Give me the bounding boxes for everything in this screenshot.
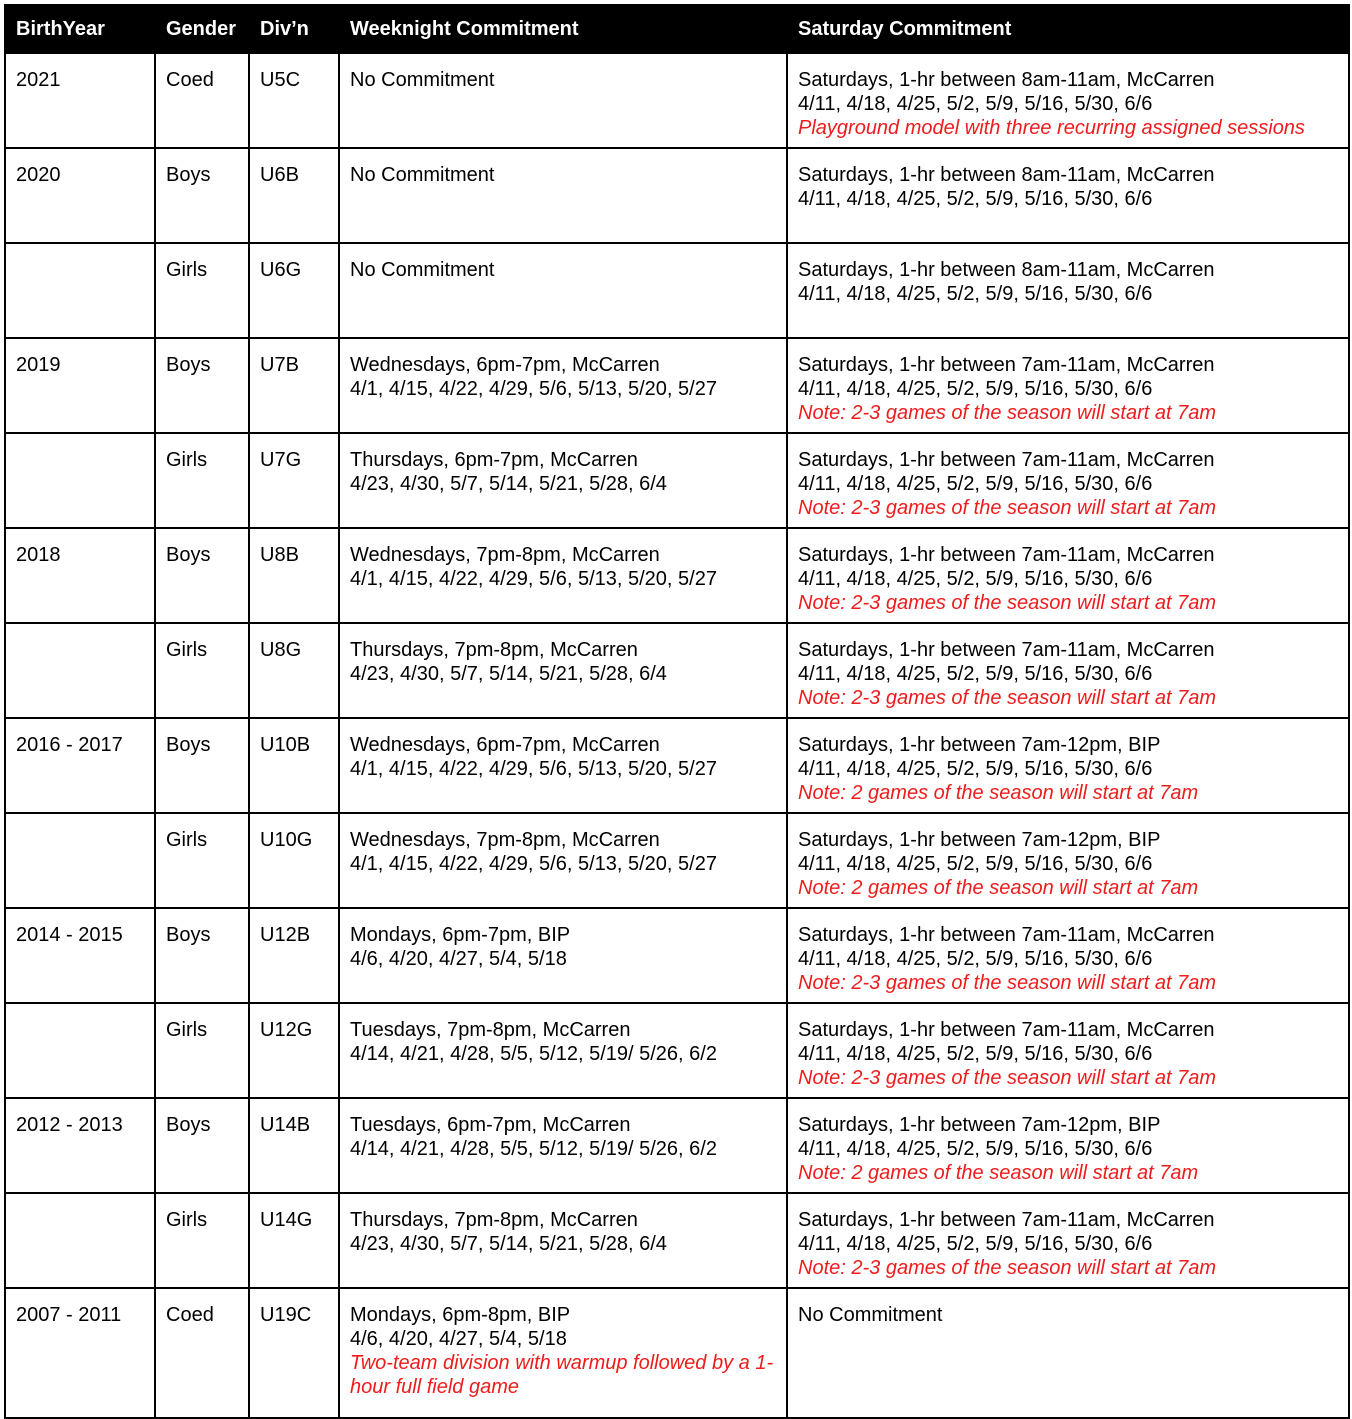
weeknight-cell <box>339 148 787 243</box>
saturday-cell <box>787 148 1349 243</box>
dates-line: 4/14, 4/21, 4/28, 5/5, 5/12, 5/19/ 5/26, 6/2 <box>350 1138 717 1160</box>
schedule-line: Saturdays, 1-hr between 7am-11am, McCarren <box>798 354 1215 376</box>
division-cell: U10G <box>249 813 339 908</box>
dates-line: 4/11, 4/18, 4/25, 5/2, 5/9, 5/16, 5/30, 6/6 <box>798 758 1153 780</box>
table-row <box>5 528 1349 623</box>
schedule-line: Tuesdays, 6pm-7pm, McCarren <box>350 1114 631 1136</box>
weeknight-cell <box>339 528 787 623</box>
dates-line: 4/1, 4/15, 4/22, 4/29, 5/6, 5/13, 5/20, 5/27 <box>350 378 717 400</box>
schedule-sheet <box>4 4 1348 1419</box>
schedule-line: No Commitment <box>798 1304 943 1326</box>
table-row <box>5 718 1349 813</box>
division-cell: U19C <box>249 1288 339 1418</box>
weeknight-cell <box>339 1098 787 1193</box>
table-row <box>5 148 1349 243</box>
weeknight-cell <box>339 1003 787 1098</box>
schedule-line: Saturdays, 1-hr between 7am-11am, McCarren <box>798 924 1215 946</box>
note-text: Note: 2-3 games of the season will start at 7am <box>798 1067 1216 1089</box>
dates-line: 4/11, 4/18, 4/25, 5/2, 5/9, 5/16, 5/30, 6/6 <box>798 568 1153 590</box>
gender-cell: Girls <box>155 813 249 908</box>
birth-year-cell <box>5 1193 155 1288</box>
schedule-line: Mondays, 6pm-8pm, BIP <box>350 1304 571 1326</box>
schedule-line: No Commitment <box>350 259 495 281</box>
division-cell: U12G <box>249 1003 339 1098</box>
table-row <box>5 623 1349 718</box>
division-cell: U14B <box>249 1098 339 1193</box>
schedule-line: Thursdays, 7pm-8pm, McCarren <box>350 639 638 661</box>
saturday-cell <box>787 623 1349 718</box>
table-row <box>5 338 1349 433</box>
schedule-line: Wednesdays, 7pm-8pm, McCarren <box>350 829 660 851</box>
birth-year-cell <box>5 623 155 718</box>
schedule-line: Saturdays, 1-hr between 7am-11am, McCarren <box>798 639 1215 661</box>
dates-line: 4/11, 4/18, 4/25, 5/2, 5/9, 5/16, 5/30, 6/6 <box>798 948 1153 970</box>
saturday-cell <box>787 53 1349 148</box>
header-weeknight: Weeknight Commitment <box>339 5 787 53</box>
weeknight-cell <box>339 623 787 718</box>
dates-line: 4/23, 4/30, 5/7, 5/14, 5/21, 5/28, 6/4 <box>350 473 667 495</box>
dates-line: 4/11, 4/18, 4/25, 5/2, 5/9, 5/16, 5/30, 6/6 <box>798 1043 1153 1065</box>
schedule-line: Thursdays, 6pm-7pm, McCarren <box>350 449 638 471</box>
division-cell: U8G <box>249 623 339 718</box>
saturday-cell <box>787 243 1349 338</box>
dates-line: 4/1, 4/15, 4/22, 4/29, 5/6, 5/13, 5/20, 5/27 <box>350 568 717 590</box>
gender-cell: Girls <box>155 623 249 718</box>
schedule-line: Saturdays, 1-hr between 8am-11am, McCarren <box>798 69 1215 91</box>
dates-line: 4/11, 4/18, 4/25, 5/2, 5/9, 5/16, 5/30, 6/6 <box>798 378 1153 400</box>
birth-year-cell <box>5 243 155 338</box>
dates-line: 4/14, 4/21, 4/28, 5/5, 5/12, 5/19/ 5/26, 6/2 <box>350 1043 717 1065</box>
division-cell: U6B <box>249 148 339 243</box>
saturday-cell <box>787 1288 1349 1418</box>
schedule-line: Mondays, 6pm-7pm, BIP <box>350 924 571 946</box>
header-division: Div’n <box>249 5 339 53</box>
division-cell: U5C <box>249 53 339 148</box>
dates-line: 4/11, 4/18, 4/25, 5/2, 5/9, 5/16, 5/30, 6/6 <box>798 188 1153 210</box>
schedule-line: Saturdays, 1-hr between 8am-11am, McCarren <box>798 259 1215 281</box>
birth-year-cell: 2019 <box>5 338 155 433</box>
schedule-line: Thursdays, 7pm-8pm, McCarren <box>350 1209 638 1231</box>
dates-line: 4/6, 4/20, 4/27, 5/4, 5/18 <box>350 948 567 970</box>
birth-year-cell: 2014 - 2015 <box>5 908 155 1003</box>
commitment-table <box>4 4 1350 1419</box>
schedule-line: Saturdays, 1-hr between 7am-12pm, BIP <box>798 734 1161 756</box>
table-row <box>5 243 1349 338</box>
saturday-cell <box>787 338 1349 433</box>
schedule-line: Tuesdays, 7pm-8pm, McCarren <box>350 1019 631 1041</box>
schedule-line: No Commitment <box>350 164 495 186</box>
gender-cell: Boys <box>155 148 249 243</box>
schedule-line: Saturdays, 1-hr between 7am-12pm, BIP <box>798 829 1161 851</box>
weeknight-cell <box>339 1193 787 1288</box>
table-row <box>5 433 1349 528</box>
birth-year-cell: 2012 - 2013 <box>5 1098 155 1193</box>
division-cell: U12B <box>249 908 339 1003</box>
schedule-line: Wednesdays, 7pm-8pm, McCarren <box>350 544 660 566</box>
header-birth-year: BirthYear <box>5 5 155 53</box>
dates-line: 4/11, 4/18, 4/25, 5/2, 5/9, 5/16, 5/30, 6/6 <box>798 1233 1153 1255</box>
weeknight-cell <box>339 53 787 148</box>
division-cell: U7B <box>249 338 339 433</box>
birth-year-cell: 2020 <box>5 148 155 243</box>
note-text: Note: 2-3 games of the season will start at 7am <box>798 402 1216 424</box>
schedule-line: Wednesdays, 6pm-7pm, McCarren <box>350 354 660 376</box>
weeknight-cell <box>339 908 787 1003</box>
header-row <box>5 5 1349 53</box>
note-text: Note: 2-3 games of the season will start at 7am <box>798 1257 1216 1279</box>
schedule-line: Saturdays, 1-hr between 7am-11am, McCarren <box>798 544 1215 566</box>
schedule-line: Saturdays, 1-hr between 7am-11am, McCarren <box>798 1019 1215 1041</box>
division-cell: U8B <box>249 528 339 623</box>
gender-cell: Girls <box>155 1193 249 1288</box>
header-gender: Gender <box>155 5 249 53</box>
gender-cell: Girls <box>155 433 249 528</box>
dates-line: 4/11, 4/18, 4/25, 5/2, 5/9, 5/16, 5/30, 6/6 <box>798 1138 1153 1160</box>
note-text: Note: 2 games of the season will start at 7am <box>798 877 1199 899</box>
saturday-cell <box>787 433 1349 528</box>
weeknight-cell <box>339 243 787 338</box>
dates-line: 4/11, 4/18, 4/25, 5/2, 5/9, 5/16, 5/30, 6/6 <box>798 663 1153 685</box>
gender-cell: Boys <box>155 528 249 623</box>
gender-cell: Girls <box>155 243 249 338</box>
dates-line: 4/23, 4/30, 5/7, 5/14, 5/21, 5/28, 6/4 <box>350 1233 667 1255</box>
table-row <box>5 813 1349 908</box>
dates-line: 4/6, 4/20, 4/27, 5/4, 5/18 <box>350 1328 567 1350</box>
birth-year-cell: 2021 <box>5 53 155 148</box>
table-row <box>5 1003 1349 1098</box>
note-text: Note: 2-3 games of the season will start at 7am <box>798 592 1216 614</box>
saturday-cell <box>787 528 1349 623</box>
saturday-cell <box>787 718 1349 813</box>
dates-line: 4/11, 4/18, 4/25, 5/2, 5/9, 5/16, 5/30, 6/6 <box>798 93 1153 115</box>
header-saturday: Saturday Commitment <box>787 5 1349 53</box>
note-text: Note: 2-3 games of the season will start at 7am <box>798 497 1216 519</box>
birth-year-cell: 2007 - 2011 <box>5 1288 155 1418</box>
note-text: Note: 2-3 games of the season will start at 7am <box>798 687 1216 709</box>
table-row <box>5 53 1349 148</box>
birth-year-cell: 2016 - 2017 <box>5 718 155 813</box>
dates-line: 4/23, 4/30, 5/7, 5/14, 5/21, 5/28, 6/4 <box>350 663 667 685</box>
gender-cell: Coed <box>155 1288 249 1418</box>
table-row <box>5 908 1349 1003</box>
dates-line: 4/11, 4/18, 4/25, 5/2, 5/9, 5/16, 5/30, 6/6 <box>798 853 1153 875</box>
weeknight-cell <box>339 1288 787 1418</box>
dates-line: 4/1, 4/15, 4/22, 4/29, 5/6, 5/13, 5/20, 5/27 <box>350 853 717 875</box>
table-row <box>5 1193 1349 1288</box>
weeknight-cell <box>339 433 787 528</box>
division-cell: U7G <box>249 433 339 528</box>
gender-cell: Girls <box>155 1003 249 1098</box>
saturday-cell <box>787 1003 1349 1098</box>
table-row <box>5 1288 1349 1418</box>
dates-line: 4/1, 4/15, 4/22, 4/29, 5/6, 5/13, 5/20, 5/27 <box>350 758 717 780</box>
schedule-line: Saturdays, 1-hr between 7am-12pm, BIP <box>798 1114 1161 1136</box>
gender-cell: Boys <box>155 718 249 813</box>
birth-year-cell <box>5 433 155 528</box>
weeknight-cell <box>339 718 787 813</box>
dates-line: 4/11, 4/18, 4/25, 5/2, 5/9, 5/16, 5/30, 6/6 <box>798 283 1153 305</box>
birth-year-cell: 2018 <box>5 528 155 623</box>
note-text: Playground model with three recurring assigned sessions <box>798 117 1305 139</box>
schedule-line: Wednesdays, 6pm-7pm, McCarren <box>350 734 660 756</box>
birth-year-cell <box>5 1003 155 1098</box>
weeknight-cell <box>339 338 787 433</box>
division-cell: U6G <box>249 243 339 338</box>
schedule-line: Saturdays, 1-hr between 7am-11am, McCarren <box>798 449 1215 471</box>
dates-line: 4/11, 4/18, 4/25, 5/2, 5/9, 5/16, 5/30, 6/6 <box>798 473 1153 495</box>
birth-year-cell <box>5 813 155 908</box>
note-text: Note: 2 games of the season will start at 7am <box>798 1162 1199 1184</box>
table-body <box>5 53 1349 1418</box>
gender-cell: Boys <box>155 1098 249 1193</box>
weeknight-cell <box>339 813 787 908</box>
table-row <box>5 1098 1349 1193</box>
saturday-cell <box>787 813 1349 908</box>
note-text: Note: 2-3 games of the season will start at 7am <box>798 972 1216 994</box>
saturday-cell <box>787 908 1349 1003</box>
division-cell: U14G <box>249 1193 339 1288</box>
saturday-cell <box>787 1098 1349 1193</box>
schedule-line: Saturdays, 1-hr between 7am-11am, McCarren <box>798 1209 1215 1231</box>
gender-cell: Coed <box>155 53 249 148</box>
saturday-cell <box>787 1193 1349 1288</box>
schedule-line: Saturdays, 1-hr between 8am-11am, McCarren <box>798 164 1215 186</box>
note-text: Two-team division with warmup followed by a 1-hour full field game <box>350 1352 774 1398</box>
note-text: Note: 2 games of the season will start at 7am <box>798 782 1199 804</box>
schedule-line: No Commitment <box>350 69 495 91</box>
gender-cell: Boys <box>155 908 249 1003</box>
gender-cell: Boys <box>155 338 249 433</box>
division-cell: U10B <box>249 718 339 813</box>
